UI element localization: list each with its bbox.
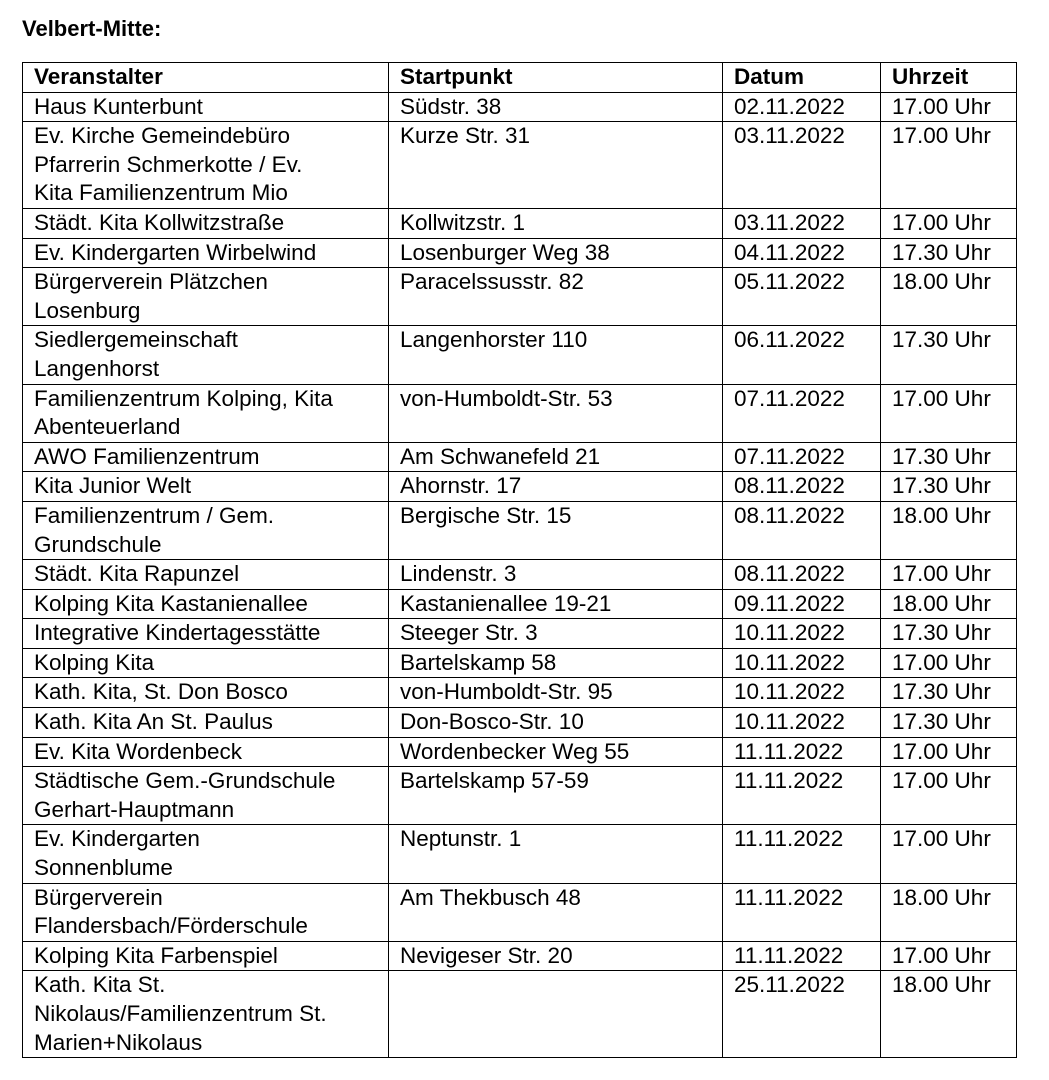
cell-startpunkt: Paracelssusstr. 82 bbox=[389, 268, 723, 326]
table-row bbox=[23, 883, 1017, 941]
cell-datum: 11.11.2022 bbox=[723, 767, 881, 825]
cell-startpunkt: Kurze Str. 31 bbox=[389, 122, 723, 209]
cell-startpunkt: Nevigeser Str. 20 bbox=[389, 941, 723, 971]
cell-datum: 09.11.2022 bbox=[723, 589, 881, 619]
column-header-startpunkt: Startpunkt bbox=[389, 63, 723, 93]
cell-startpunkt: Lindenstr. 3 bbox=[389, 560, 723, 590]
cell-startpunkt: von-Humboldt-Str. 53 bbox=[389, 384, 723, 442]
table-row bbox=[23, 560, 1017, 590]
cell-datum: 04.11.2022 bbox=[723, 238, 881, 268]
cell-uhrzeit: 17.30 Uhr bbox=[881, 442, 1017, 472]
table-row bbox=[23, 648, 1017, 678]
cell-startpunkt: Am Thekbusch 48 bbox=[389, 883, 723, 941]
cell-uhrzeit: 17.30 Uhr bbox=[881, 238, 1017, 268]
cell-startpunkt: Bergische Str. 15 bbox=[389, 501, 723, 559]
cell-uhrzeit: 17.00 Uhr bbox=[881, 767, 1017, 825]
cell-datum: 11.11.2022 bbox=[723, 737, 881, 767]
cell-datum: 03.11.2022 bbox=[723, 208, 881, 238]
cell-datum: 03.11.2022 bbox=[723, 122, 881, 209]
table-row bbox=[23, 708, 1017, 738]
cell-veranstalter: Kolping Kita Farbenspiel bbox=[23, 941, 389, 971]
cell-uhrzeit: 18.00 Uhr bbox=[881, 501, 1017, 559]
cell-uhrzeit: 17.30 Uhr bbox=[881, 472, 1017, 502]
cell-datum: 10.11.2022 bbox=[723, 619, 881, 649]
table-row bbox=[23, 208, 1017, 238]
table-row bbox=[23, 122, 1017, 209]
cell-uhrzeit: 18.00 Uhr bbox=[881, 971, 1017, 1058]
column-header-veranstalter: Veranstalter bbox=[23, 63, 389, 93]
cell-uhrzeit: 17.00 Uhr bbox=[881, 825, 1017, 883]
cell-datum: 08.11.2022 bbox=[723, 560, 881, 590]
cell-startpunkt: Am Schwanefeld 21 bbox=[389, 442, 723, 472]
cell-datum: 08.11.2022 bbox=[723, 472, 881, 502]
cell-veranstalter: Kita Junior Welt bbox=[23, 472, 389, 502]
table-row bbox=[23, 238, 1017, 268]
cell-datum: 10.11.2022 bbox=[723, 708, 881, 738]
cell-uhrzeit: 17.00 Uhr bbox=[881, 648, 1017, 678]
table-row bbox=[23, 589, 1017, 619]
table-row bbox=[23, 678, 1017, 708]
cell-uhrzeit: 17.00 Uhr bbox=[881, 560, 1017, 590]
cell-uhrzeit: 17.00 Uhr bbox=[881, 384, 1017, 442]
table-row bbox=[23, 268, 1017, 326]
cell-veranstalter: Siedlergemeinschaft Langenhorst bbox=[23, 326, 389, 384]
cell-uhrzeit: 18.00 Uhr bbox=[881, 589, 1017, 619]
cell-datum: 02.11.2022 bbox=[723, 92, 881, 122]
cell-veranstalter: Städtische Gem.-Grundschule Gerhart-Hauptmann bbox=[23, 767, 389, 825]
cell-veranstalter: Städt. Kita Rapunzel bbox=[23, 560, 389, 590]
cell-veranstalter: Ev. Kindergarten Wirbelwind bbox=[23, 238, 389, 268]
table-row bbox=[23, 619, 1017, 649]
cell-veranstalter: Ev. Kita Wordenbeck bbox=[23, 737, 389, 767]
cell-datum: 11.11.2022 bbox=[723, 941, 881, 971]
table-header-row bbox=[23, 63, 1017, 93]
cell-veranstalter: Städt. Kita Kollwitzstraße bbox=[23, 208, 389, 238]
table-row bbox=[23, 92, 1017, 122]
column-header-uhrzeit: Uhrzeit bbox=[881, 63, 1017, 93]
cell-startpunkt: Losenburger Weg 38 bbox=[389, 238, 723, 268]
cell-uhrzeit: 17.30 Uhr bbox=[881, 678, 1017, 708]
table-row bbox=[23, 941, 1017, 971]
table-row bbox=[23, 737, 1017, 767]
cell-datum: 05.11.2022 bbox=[723, 268, 881, 326]
cell-veranstalter: Ev. Kirche Gemeindebüro Pfarrerin Schmerkotte / Ev. Kita Familienzentrum Mio bbox=[23, 122, 389, 209]
cell-startpunkt: Bartelskamp 57-59 bbox=[389, 767, 723, 825]
cell-uhrzeit: 17.00 Uhr bbox=[881, 122, 1017, 209]
cell-datum: 07.11.2022 bbox=[723, 384, 881, 442]
cell-startpunkt: Don-Bosco-Str. 10 bbox=[389, 708, 723, 738]
cell-datum: 08.11.2022 bbox=[723, 501, 881, 559]
table-row bbox=[23, 971, 1017, 1058]
cell-startpunkt bbox=[389, 971, 723, 1058]
table-row bbox=[23, 825, 1017, 883]
schedule-table bbox=[22, 62, 1017, 1058]
cell-uhrzeit: 18.00 Uhr bbox=[881, 268, 1017, 326]
cell-datum: 10.11.2022 bbox=[723, 678, 881, 708]
table-row bbox=[23, 472, 1017, 502]
cell-veranstalter: Familienzentrum Kolping, Kita Abenteuerland bbox=[23, 384, 389, 442]
cell-veranstalter: Familienzentrum / Gem. Grundschule bbox=[23, 501, 389, 559]
cell-startpunkt: Bartelskamp 58 bbox=[389, 648, 723, 678]
cell-veranstalter: Ev. Kindergarten Sonnenblume bbox=[23, 825, 389, 883]
cell-veranstalter: Integrative Kindertagesstätte bbox=[23, 619, 389, 649]
cell-startpunkt: Neptunstr. 1 bbox=[389, 825, 723, 883]
cell-uhrzeit: 18.00 Uhr bbox=[881, 883, 1017, 941]
cell-startpunkt: Südstr. 38 bbox=[389, 92, 723, 122]
cell-uhrzeit: 17.00 Uhr bbox=[881, 208, 1017, 238]
cell-datum: 11.11.2022 bbox=[723, 825, 881, 883]
cell-uhrzeit: 17.00 Uhr bbox=[881, 941, 1017, 971]
cell-datum: 11.11.2022 bbox=[723, 883, 881, 941]
cell-uhrzeit: 17.30 Uhr bbox=[881, 619, 1017, 649]
page-title: Velbert-Mitte: bbox=[22, 16, 162, 41]
table-body bbox=[23, 92, 1017, 1058]
table-row bbox=[23, 501, 1017, 559]
cell-veranstalter: Haus Kunterbunt bbox=[23, 92, 389, 122]
cell-datum: 10.11.2022 bbox=[723, 648, 881, 678]
cell-uhrzeit: 17.00 Uhr bbox=[881, 92, 1017, 122]
column-header-datum: Datum bbox=[723, 63, 881, 93]
cell-datum: 25.11.2022 bbox=[723, 971, 881, 1058]
table-row bbox=[23, 442, 1017, 472]
cell-datum: 07.11.2022 bbox=[723, 442, 881, 472]
cell-datum: 06.11.2022 bbox=[723, 326, 881, 384]
table-row bbox=[23, 767, 1017, 825]
cell-veranstalter: Kath. Kita An St. Paulus bbox=[23, 708, 389, 738]
cell-veranstalter: Kolping Kita Kastanienallee bbox=[23, 589, 389, 619]
cell-startpunkt: Steeger Str. 3 bbox=[389, 619, 723, 649]
cell-veranstalter: Kolping Kita bbox=[23, 648, 389, 678]
table-row bbox=[23, 384, 1017, 442]
cell-startpunkt: Kastanienallee 19-21 bbox=[389, 589, 723, 619]
cell-veranstalter: Kath. Kita St. Nikolaus/Familienzentrum St. Marien+Nikolaus bbox=[23, 971, 389, 1058]
cell-uhrzeit: 17.00 Uhr bbox=[881, 737, 1017, 767]
cell-uhrzeit: 17.30 Uhr bbox=[881, 708, 1017, 738]
cell-veranstalter: Bürgerverein Flandersbach/Förderschule bbox=[23, 883, 389, 941]
cell-startpunkt: Kollwitzstr. 1 bbox=[389, 208, 723, 238]
cell-veranstalter: Bürgerverein Plätzchen Losenburg bbox=[23, 268, 389, 326]
cell-veranstalter: Kath. Kita, St. Don Bosco bbox=[23, 678, 389, 708]
cell-veranstalter: AWO Familienzentrum bbox=[23, 442, 389, 472]
cell-startpunkt: Langenhorster 110 bbox=[389, 326, 723, 384]
cell-startpunkt: von-Humboldt-Str. 95 bbox=[389, 678, 723, 708]
cell-uhrzeit: 17.30 Uhr bbox=[881, 326, 1017, 384]
cell-startpunkt: Wordenbecker Weg 55 bbox=[389, 737, 723, 767]
cell-startpunkt: Ahornstr. 17 bbox=[389, 472, 723, 502]
table-row bbox=[23, 326, 1017, 384]
